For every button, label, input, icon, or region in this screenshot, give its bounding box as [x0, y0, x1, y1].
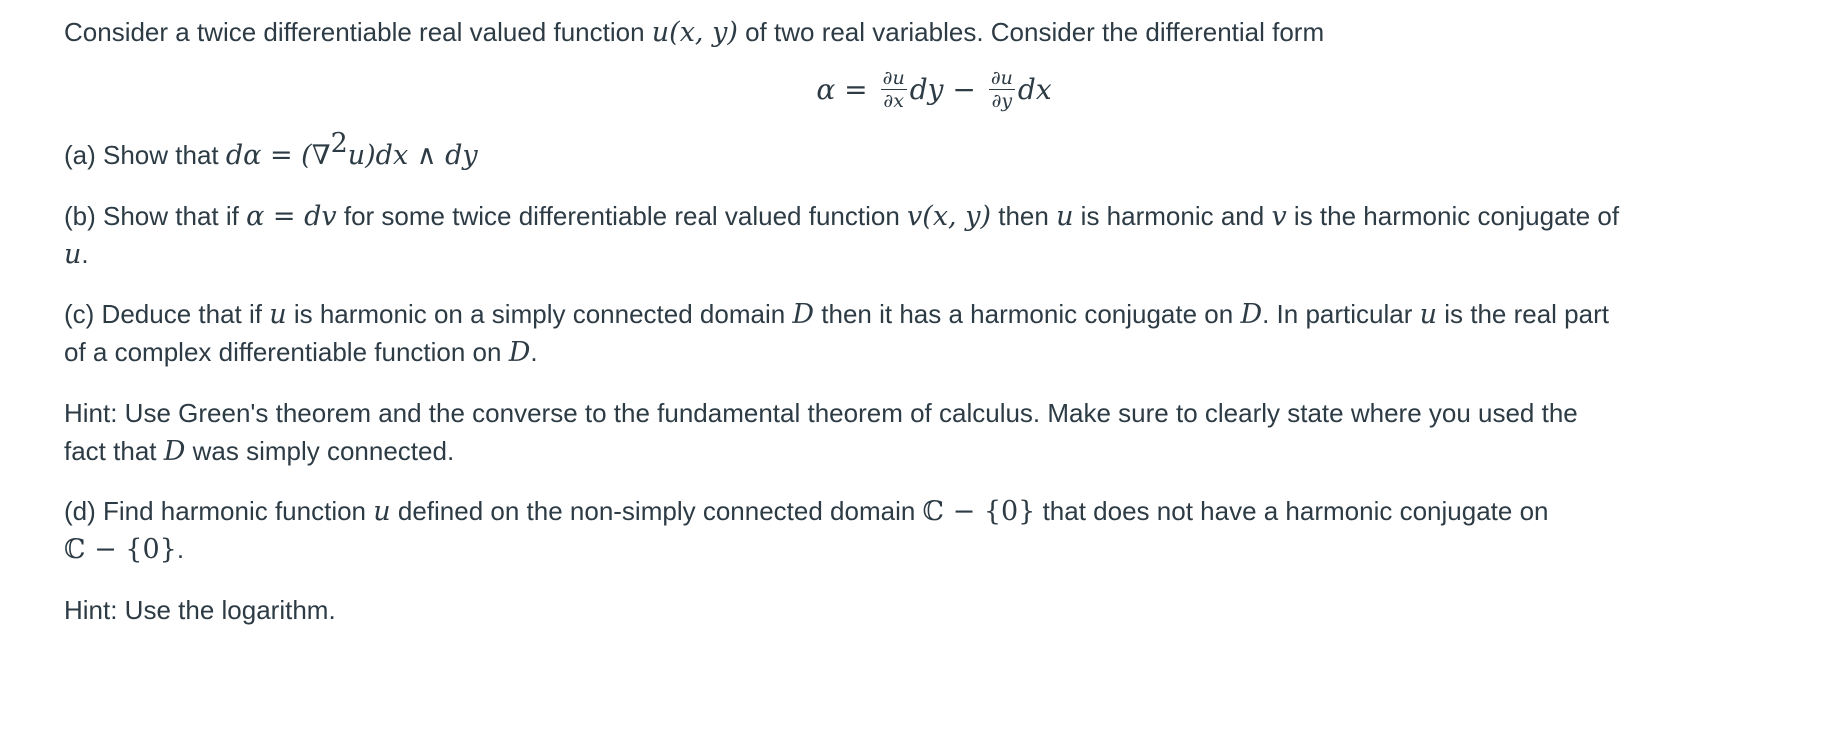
part-c-line2-text-2: .	[530, 337, 538, 367]
part-b-text-3: then	[991, 201, 1057, 231]
part-d-line2-math: ℂ − {0}	[64, 534, 177, 565]
hint-1-line2-text-2: was simply connected.	[185, 436, 455, 466]
part-c-line2-math: D	[508, 337, 531, 368]
hint-1-line-2	[64, 429, 454, 474]
part-a-math-1: dα = (∇	[225, 140, 331, 171]
part-a-text: (a) Show that	[64, 140, 226, 170]
hint-1-text: Hint: Use Green's theorem and the converse to the fundamental theorem of calculus. Make sure to clearly state where you used the	[64, 398, 1578, 428]
part-d-text-3: that does not have a harmonic conjugate on	[1035, 496, 1549, 526]
part-c-line-2	[64, 330, 538, 375]
hint-2	[64, 588, 336, 632]
part-d-line-1	[64, 489, 1549, 534]
part-d-math-2: ℂ − {0}	[922, 496, 1036, 527]
fraction-denominator: ∂x	[883, 90, 904, 112]
part-b-line-1	[64, 194, 1619, 239]
part-d-line2-text: .	[176, 534, 185, 564]
part-d-line-2	[64, 527, 184, 572]
part-b-math-4: v	[1271, 201, 1287, 232]
part-c-text-2: is harmonic on a simply connected domain	[286, 299, 793, 329]
part-a-math-2: u)dx ∧ dy	[347, 140, 478, 171]
hint-2-text: Hint: Use the logarithm.	[64, 595, 336, 625]
part-c-text-1: (c) Deduce that if	[64, 299, 270, 329]
part-c-math-2: D	[792, 299, 815, 330]
fraction-du-dy	[989, 68, 1015, 111]
part-d-text-2: defined on the non-simply connected domain	[390, 496, 923, 526]
fraction-du-dx	[881, 68, 907, 111]
part-b-text-5: is the harmonic conjugate of	[1286, 201, 1620, 231]
intro-text-2: of two real variables. Consider the differential form	[737, 17, 1325, 47]
fraction-numerator: ∂u	[882, 67, 905, 89]
fraction-numerator: ∂u	[990, 67, 1013, 89]
equation-term-dx: dx	[1017, 73, 1052, 106]
alpha-definition	[816, 68, 1051, 111]
part-c-text-4: . In particular	[1262, 299, 1420, 329]
intro-text-1: Consider a twice differentiable real valued function	[64, 17, 652, 47]
part-c-text-3: then it has a harmonic conjugate on	[814, 299, 1241, 329]
intro-math-u-xy: u(x, y)	[651, 17, 738, 48]
part-c-text-5: is the real part	[1437, 299, 1609, 329]
part-d-text-1: (d) Find harmonic function	[64, 496, 374, 526]
part-b-line-2	[64, 232, 89, 277]
part-b-math-1: α = dv	[246, 201, 337, 232]
part-c-math-1: u	[269, 299, 287, 330]
equation-term-dy: dy −	[909, 73, 976, 106]
equation-lhs: α =	[816, 73, 868, 106]
part-c-math-4: u	[1419, 299, 1438, 330]
part-b-math-2: v(x, y)	[907, 201, 991, 232]
hint-1-line2-text-1: fact that	[64, 436, 164, 466]
part-d-math-1: u	[373, 496, 391, 527]
part-b-text-2: for some twice differentiable real valued function	[336, 201, 908, 231]
part-b-text-1: (b) Show that if	[64, 201, 247, 231]
part-b-line2-text: .	[81, 239, 89, 269]
part-c-math-3: D	[1240, 299, 1263, 330]
part-a	[64, 128, 478, 178]
part-b-math-3: u	[1056, 201, 1074, 232]
display-equation	[64, 68, 1804, 138]
hint-1-line2-math: D	[163, 436, 186, 467]
part-a-superscript: 2	[330, 128, 348, 159]
part-c-line2-text-1: of a complex differentiable function on	[64, 337, 509, 367]
part-b-line2-math: u	[64, 239, 82, 270]
intro-paragraph	[64, 10, 1324, 55]
part-b-text-4: is harmonic and	[1073, 201, 1272, 231]
fraction-denominator: ∂y	[991, 90, 1013, 112]
